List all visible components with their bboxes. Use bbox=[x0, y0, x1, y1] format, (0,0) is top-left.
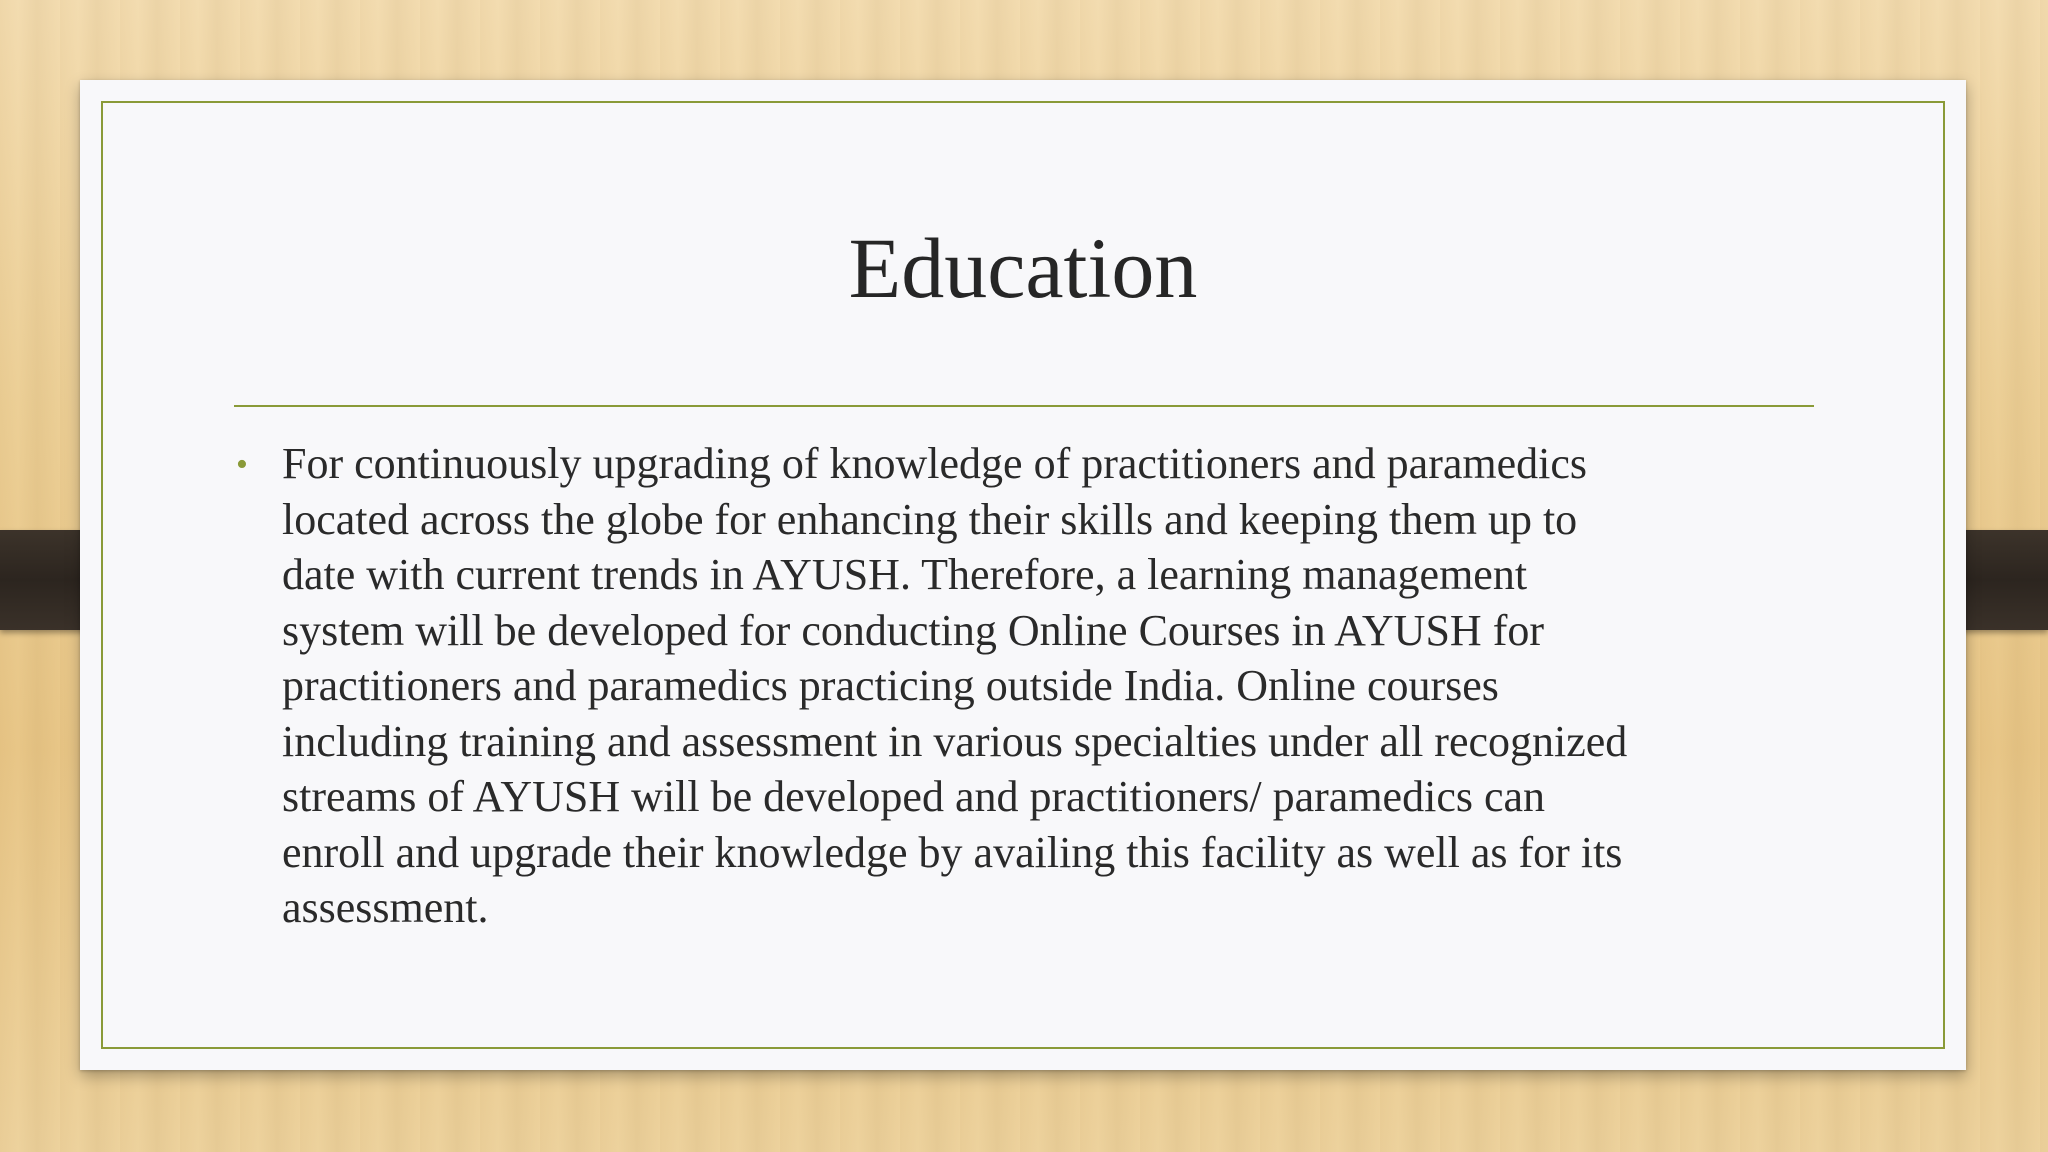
bullet-line: enroll and upgrade their knowledge by availing this facility as well as for its bbox=[282, 827, 1623, 877]
slide-card bbox=[80, 80, 1966, 1070]
bullet-line: assessment. bbox=[282, 883, 489, 932]
bullet-line: For continuously upgrading of knowledge of practitioners and paramedics bbox=[282, 439, 1588, 488]
bullet-list bbox=[234, 436, 1834, 936]
bullet-item bbox=[234, 436, 1834, 936]
title-divider bbox=[234, 405, 1814, 407]
bullet-line: streams of AYUSH will be developed and practitioners/ paramedics can bbox=[282, 772, 1546, 821]
bullet-line: practitioners and paramedics practicing outside India. Online courses bbox=[282, 661, 1499, 710]
bullet-line: located across the globe for enhancing their skills and keeping them up to bbox=[282, 494, 1578, 544]
bullet-dot-icon: • bbox=[236, 446, 248, 483]
slide-title: Education bbox=[848, 220, 1198, 316]
bullet-line: date with current trends in AYUSH. Therefore, a learning management bbox=[282, 550, 1528, 599]
bullet-line: including training and assessment in various specialties under all recognized bbox=[282, 716, 1628, 766]
bullet-line: system will be developed for conducting Online Courses in AYUSH for bbox=[282, 605, 1544, 655]
